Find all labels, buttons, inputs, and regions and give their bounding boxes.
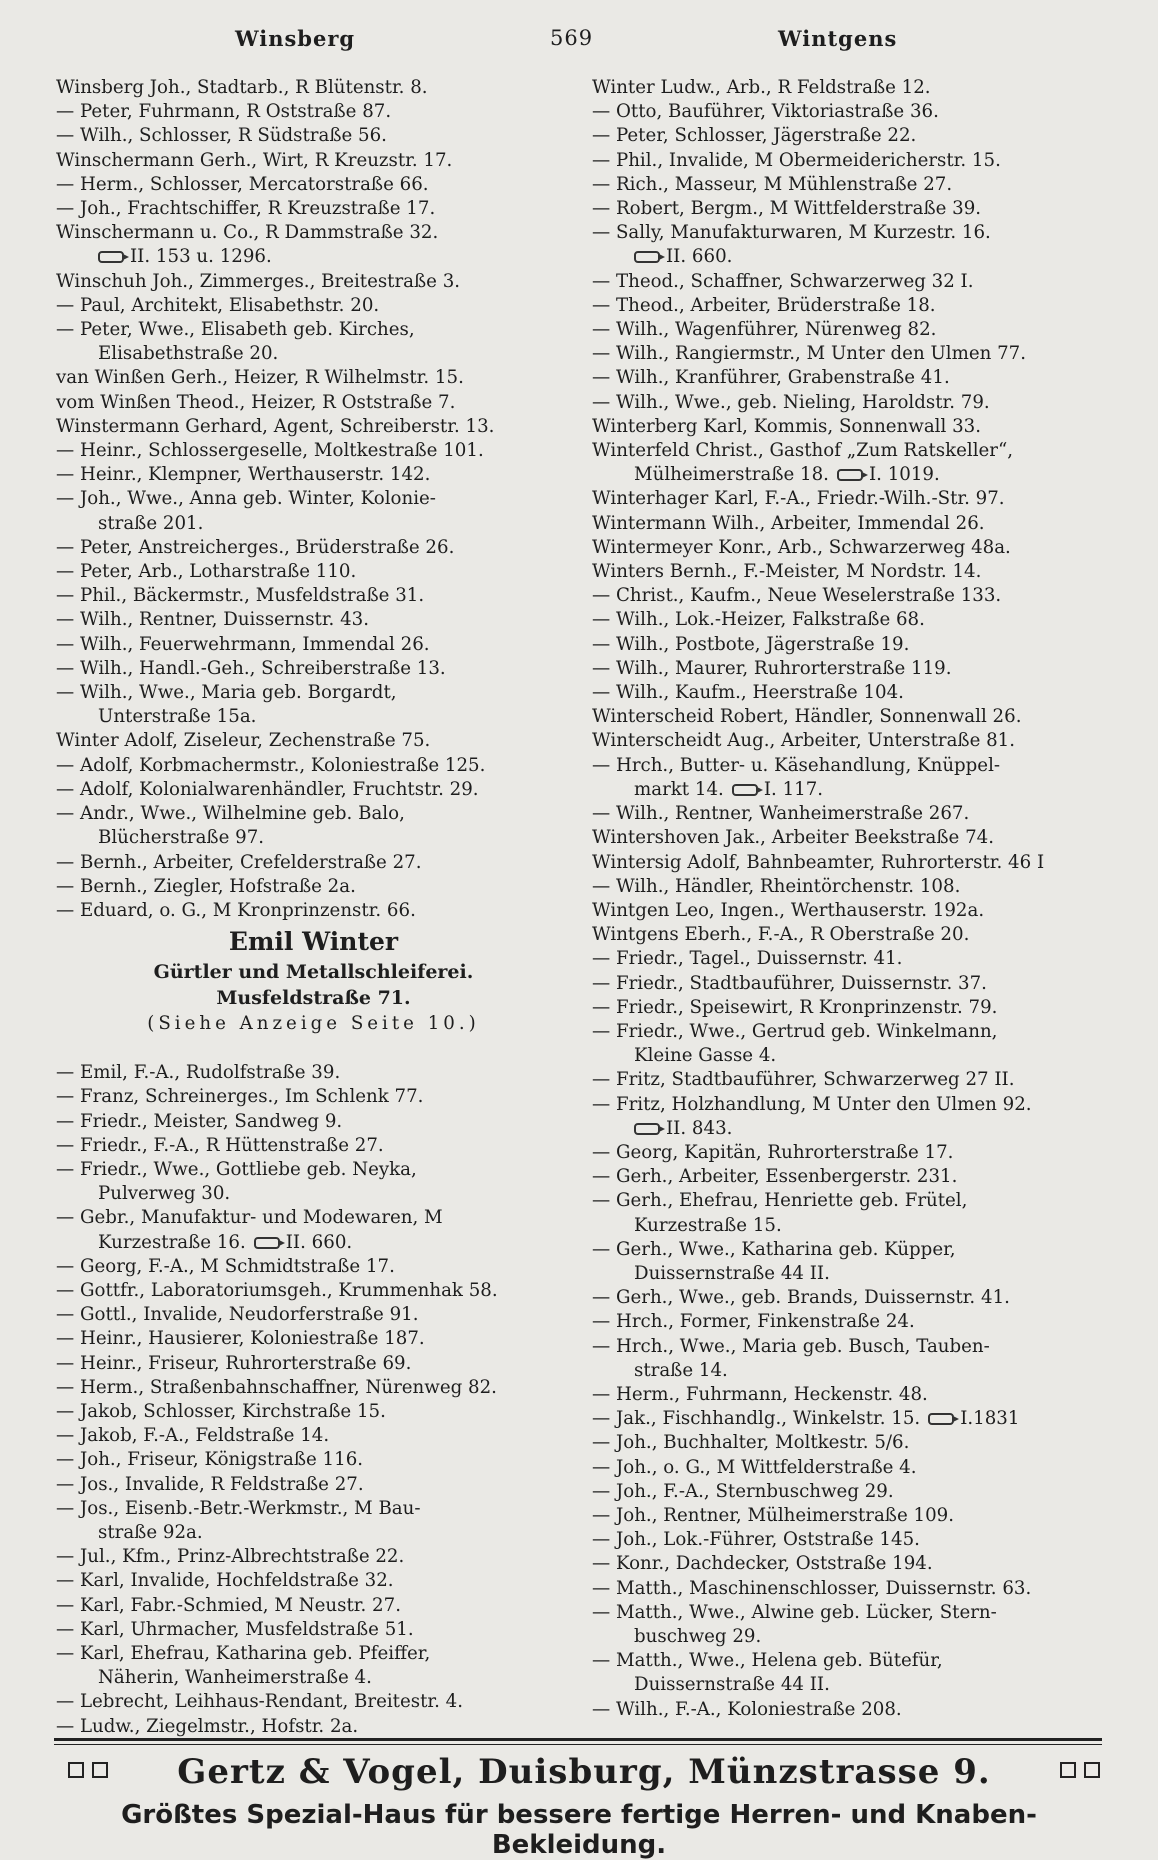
- directory-entry: — Theod., Schaffner, Schwarzerweg 32 I.: [592, 270, 974, 292]
- directory-entry: — Robert, Bergm., M Wittfelderstraße 39.: [592, 198, 982, 220]
- telephone-icon: [634, 1123, 660, 1135]
- directory-entry: — Wilh., Handl.-Geh., Schreiberstraße 13.: [56, 657, 446, 679]
- directory-entry: — Wilh., Rangiermstr., M Unter den Ulmen 77.: [592, 343, 1027, 365]
- directory-entry: — Friedr., Stadtbauführer, Duissernstr. 37.: [592, 972, 987, 994]
- directory-entry: Winterhager Karl, F.-A., Friedr.-Wilh.-Str. 97.: [592, 488, 1005, 510]
- directory-entry: — Heinr., Friseur, Ruhrorterstraße 69.: [56, 1352, 412, 1374]
- directory-entry: Wintersig Adolf, Bahnbeamter, Ruhrorterstr. 46 I: [592, 851, 1045, 873]
- directory-entry: — Georg, F.-A., M Schmidtstraße 17.: [56, 1255, 395, 1277]
- directory-entry: — Wilh., Wwe., geb. Nieling, Haroldstr. 79.: [592, 391, 990, 413]
- directory-entry: — Matth., Wwe., Alwine geb. Lücker, Stern-: [592, 1601, 997, 1623]
- directory-entry: — Fritz, Holzhandlung, M Unter den Ulmen 92.: [592, 1093, 1032, 1115]
- directory-entry: Unterstraße 15a.: [98, 706, 257, 728]
- directory-entry: Pulverweg 30.: [98, 1183, 231, 1205]
- directory-entry: — Peter, Wwe., Elisabeth geb. Kirches,: [56, 319, 415, 341]
- directory-entry: — Friedr., Tagel., Duissernstr. 41.: [592, 948, 903, 970]
- directory-entry: — Joh., F.-A., Sternbuschweg 29.: [592, 1480, 894, 1502]
- directory-entry: — Christ., Kaufm., Neue Weselerstraße 133.: [592, 585, 1002, 607]
- directory-entry: Mülheimerstraße 18. I. 1019.: [634, 464, 940, 486]
- telephone-icon: [634, 251, 660, 263]
- directory-entry: van Winßen Gerh., Heizer, R Wilhelmstr. 15.: [56, 367, 464, 389]
- directory-entry: Winschermann Gerh., Wirt, R Kreuzstr. 17.: [56, 149, 453, 171]
- directory-entry: — Jos., Eisenb.-Betr.-Werkmstr., M Bau-: [56, 1497, 421, 1519]
- directory-entry: — Joh., Buchhalter, Moltkestr. 5/6.: [592, 1432, 910, 1454]
- directory-entry: straße 201.: [98, 512, 204, 534]
- telephone-icon: [254, 1237, 280, 1249]
- directory-entry: — Karl, Ehefrau, Katharina geb. Pfeiffer,: [56, 1642, 431, 1664]
- advert-name: Emil Winter: [228, 927, 399, 957]
- directory-entry: Blücherstraße 97.: [98, 827, 265, 849]
- emil-winter-advert: [56, 925, 571, 1037]
- directory-entry: Wintgens Eberh., F.-A., R Oberstraße 20.: [592, 924, 970, 946]
- advert-line1: Gürtler und Metallschleiferei.: [153, 961, 474, 984]
- directory-entry: markt 14. I. 117.: [634, 778, 824, 800]
- directory-entry: — Wilh., Kaufm., Heerstraße 104.: [592, 682, 904, 704]
- telephone-icon: [837, 469, 863, 481]
- directory-entry: — Friedr., Wwe., Gottliebe geb. Neyka,: [56, 1158, 417, 1180]
- directory-entry: — Wilh., Schlosser, R Südstraße 56.: [56, 125, 387, 147]
- directory-entry: — Wilh., Wagenführer, Nürenweg 82.: [592, 319, 937, 341]
- directory-entry: — Matth., Maschinenschlosser, Duissernstr. 63.: [592, 1577, 1032, 1599]
- footer-company: Gertz & Vogel, Duisburg, Münzstrasse 9.: [177, 1752, 991, 1792]
- directory-entry: — Wilh., F.-A., Koloniestraße 208.: [592, 1698, 902, 1720]
- directory-entry: Winter Ludw., Arb., R Feldstraße 12.: [592, 77, 931, 98]
- directory-entry: — Friedr., Speisewirt, R Kronprinzenstr. 79.: [592, 996, 998, 1018]
- directory-entry: — Hrch., Wwe., Maria geb. Busch, Tauben-: [592, 1335, 990, 1357]
- page-number: 569: [550, 26, 594, 50]
- directory-entry: — Emil, F.-A., Rudolfstraße 39.: [56, 1062, 341, 1084]
- directory-entry: — Phil., Bäckermstr., Musfeldstraße 31.: [56, 585, 425, 607]
- right-column: [592, 76, 1110, 1722]
- directory-entry: — Karl, Invalide, Hochfeldstraße 32.: [56, 1570, 394, 1592]
- directory-entry: — Konr., Dachdecker, Oststraße 194.: [592, 1553, 933, 1575]
- advert-line2: Musfeldstraße 71.: [216, 987, 411, 1010]
- directory-entry: vom Winßen Theod., Heizer, R Oststraße 7.: [56, 391, 456, 413]
- directory-entry: Winters Bernh., F.-Meister, M Nordstr. 14.: [592, 561, 982, 583]
- directory-entry: — Paul, Architekt, Elisabethstr. 20.: [56, 294, 380, 316]
- directory-entry: — Georg, Kapitän, Ruhrorterstraße 17.: [592, 1141, 954, 1163]
- directory-entry: Winter Adolf, Ziseleur, Zechenstraße 75.: [56, 730, 431, 752]
- directory-entry: — Friedr., F.-A., R Hüttenstraße 27.: [56, 1134, 384, 1156]
- directory-entry: — Bernh., Arbeiter, Crefelderstraße 27.: [56, 851, 422, 873]
- directory-entry: — Gebr., Manufaktur- und Modewaren, M: [56, 1207, 443, 1229]
- directory-entry: — Wilh., Feuerwehrmann, Immendal 26.: [56, 633, 430, 655]
- directory-entry: Winterscheid Robert, Händler, Sonnenwall 26.: [592, 706, 1022, 728]
- directory-entry: — Herm., Straßenbahnschaffner, Nürenweg 82.: [56, 1376, 497, 1398]
- directory-entry: Duissernstraße 44 II.: [634, 1262, 830, 1284]
- directory-entry: — Friedr., Wwe., Gertrud geb. Winkelmann,: [592, 1020, 998, 1042]
- footer-rule-thin: [54, 1744, 1102, 1745]
- directory-entry: Winterberg Karl, Kommis, Sonnenwall 33.: [592, 415, 982, 437]
- telephone-icon: [98, 251, 124, 263]
- directory-entry: — Gerh., Ehefrau, Henriette geb. Frütel,: [592, 1190, 968, 1212]
- directory-entry: II. 153 u. 1296.: [56, 245, 571, 269]
- directory-entry: — Lebrecht, Leihhaus-Rendant, Breitestr. 4.: [56, 1691, 464, 1713]
- footer-squares-right: [1056, 1762, 1104, 1782]
- directory-entry: Winschermann u. Co., R Dammstraße 32.: [56, 222, 439, 244]
- footer-squares-left: [64, 1762, 112, 1782]
- directory-entry: Kurzestraße 16. II. 660.: [98, 1231, 353, 1253]
- directory-entry: Winsberg Joh., Stadtarb., R Blütenstr. 8.: [56, 77, 428, 98]
- directory-entry: — Peter, Schlosser, Jägerstraße 22.: [592, 125, 917, 147]
- directory-entry: Winterscheidt Aug., Arbeiter, Unterstraße 81.: [592, 730, 1016, 752]
- directory-entry: — Wilh., Kranführer, Grabenstraße 41.: [592, 367, 950, 389]
- directory-entry: — Jakob, Schlosser, Kirchstraße 15.: [56, 1400, 386, 1422]
- directory-entry: — Eduard, o. G., M Kronprinzenstr. 66.: [56, 899, 416, 921]
- directory-entry: — Matth., Wwe., Helena geb. Bütefür,: [592, 1650, 943, 1672]
- directory-entry: Elisabethstraße 20.: [98, 343, 279, 365]
- directory-entry: — Wilh., Händler, Rheintörchenstr. 108.: [592, 875, 961, 897]
- directory-entry: — Joh., Rentner, Mülheimerstraße 109.: [592, 1504, 954, 1526]
- directory-entry: — Joh., o. G., M Wittfelderstraße 4.: [592, 1456, 917, 1478]
- directory-entry: II. 843.: [592, 1117, 1110, 1141]
- directory-entry: — Jakob, F.-A., Feldstraße 14.: [56, 1425, 330, 1447]
- directory-entry: Näherin, Wanheimerstraße 4.: [98, 1667, 372, 1689]
- directory-entry: Duissernstraße 44 II.: [634, 1674, 830, 1696]
- directory-entry: — Karl, Uhrmacher, Musfeldstraße 51.: [56, 1618, 414, 1640]
- directory-entry: — Gottl., Invalide, Neudorferstraße 91.: [56, 1304, 419, 1326]
- directory-entry: Winterfeld Christ., Gasthof „Zum Ratskeller“,: [592, 440, 1014, 462]
- directory-entry: — Wilh., Maurer, Ruhrorterstraße 119.: [592, 657, 952, 679]
- directory-entry: — Peter, Arb., Lotharstraße 110.: [56, 561, 357, 583]
- directory-entry: — Theod., Arbeiter, Brüderstraße 18.: [592, 294, 936, 316]
- directory-entry: — Bernh., Ziegler, Hofstraße 2a.: [56, 875, 356, 897]
- directory-entry: — Peter, Anstreicherges., Brüderstraße 26.: [56, 536, 455, 558]
- directory-entry: straße 92a.: [98, 1521, 203, 1543]
- directory-entry: — Wilh., Rentner, Duissernstr. 43.: [56, 609, 370, 631]
- directory-entry: — Hrch., Former, Finkenstraße 24.: [592, 1311, 915, 1333]
- directory-entry: — Wilh., Rentner, Wanheimerstraße 267.: [592, 803, 970, 825]
- directory-entry: — Karl, Fabr.-Schmied, M Neustr. 27.: [56, 1594, 401, 1616]
- directory-entry: — Gerh., Wwe., Katharina geb. Küpper,: [592, 1238, 956, 1260]
- directory-entry: — Gerh., Wwe., geb. Brands, Duissernstr. 41.: [592, 1287, 1010, 1309]
- directory-entry: — Friedr., Meister, Sandweg 9.: [56, 1110, 343, 1132]
- directory-entry: — Rich., Masseur, M Mühlenstraße 27.: [592, 173, 953, 195]
- directory-entry: Winschuh Joh., Zimmerges., Breitestraße 3.: [56, 270, 461, 292]
- directory-entry: — Herm., Fuhrmann, Heckenstr. 48.: [592, 1383, 928, 1405]
- directory-entry: — Joh., Lok.-Führer, Oststraße 145.: [592, 1529, 920, 1551]
- directory-entry: — Adolf, Kolonialwarenhändler, Fruchtstr. 29.: [56, 778, 479, 800]
- directory-entry: Kurzestraße 15.: [634, 1214, 782, 1236]
- directory-entry: — Fritz, Stadtbauführer, Schwarzerweg 27 II.: [592, 1069, 1015, 1091]
- directory-entry: — Wilh., Postbote, Jägerstraße 19.: [592, 633, 910, 655]
- directory-entry: — Gottfr., Laboratoriumsgeh., Krummenhak 58.: [56, 1279, 498, 1301]
- directory-entry: — Joh., Friseur, Königstraße 116.: [56, 1449, 364, 1471]
- directory-entry: Wintermann Wilh., Arbeiter, Immendal 26.: [592, 512, 985, 534]
- directory-entry: — Hrch., Butter- u. Käsehandlung, Knüppel-: [592, 754, 1001, 776]
- directory-entry: — Jos., Invalide, R Feldstraße 27.: [56, 1473, 364, 1495]
- footer-rule: [54, 1738, 1102, 1741]
- directory-entry: II. 660.: [592, 245, 1110, 269]
- directory-entry: — Peter, Fuhrmann, R Oststraße 87.: [56, 101, 392, 123]
- directory-entry: — Gerh., Arbeiter, Essenbergerstr. 231.: [592, 1166, 958, 1188]
- directory-entry: — Phil., Invalide, M Obermeidericherstr. 15.: [592, 149, 1001, 171]
- directory-entry: — Sally, Manufakturwaren, M Kurzestr. 16.: [592, 222, 991, 244]
- header-right: Wintgens: [778, 26, 898, 51]
- directory-entry: straße 14.: [634, 1359, 728, 1381]
- directory-entry: — Wilh., Lok.-Heizer, Falkstraße 68.: [592, 609, 925, 631]
- directory-entry: Wintershoven Jak., Arbeiter Beekstraße 74.: [592, 827, 995, 849]
- directory-entry: — Jak., Fischhandlg., Winkelstr. 15. I.1831: [592, 1408, 1020, 1430]
- directory-entry: — Joh., Wwe., Anna geb. Winter, Kolonie-: [56, 488, 436, 510]
- directory-entry: — Otto, Bauführer, Viktoriastraße 36.: [592, 101, 939, 123]
- directory-entry: Kleine Gasse 4.: [634, 1045, 777, 1067]
- directory-entry: — Jul., Kfm., Prinz-Albrechtstraße 22.: [56, 1546, 405, 1568]
- directory-entry: Wintgen Leo, Ingen., Werthauserstr. 192a.: [592, 899, 985, 921]
- directory-entry: — Franz, Schreinerges., Im Schlenk 77.: [56, 1086, 424, 1108]
- directory-entry: — Ludw., Ziegelmstr., Hofstr. 2a.: [56, 1715, 359, 1737]
- directory-entry: buschweg 29.: [634, 1626, 762, 1647]
- directory-entry: — Heinr., Hausierer, Koloniestraße 187.: [56, 1328, 425, 1350]
- directory-entry: — Andr., Wwe., Wilhelmine geb. Balo,: [56, 803, 405, 825]
- left-column: [56, 76, 571, 1739]
- directory-entry: Winstermann Gerhard, Agent, Schreiberstr. 13.: [56, 415, 495, 437]
- directory-entry: — Heinr., Klempner, Werthauserstr. 142.: [56, 464, 431, 486]
- telephone-icon: [928, 1413, 954, 1425]
- directory-entry: — Adolf, Korbmachermstr., Koloniestraße 125.: [56, 754, 486, 776]
- telephone-icon: [732, 784, 758, 796]
- directory-entry: — Wilh., Wwe., Maria geb. Borgardt,: [56, 682, 397, 704]
- directory-entry: Wintermeyer Konr., Arb., Schwarzerweg 48a.: [592, 536, 1011, 558]
- directory-entry: — Heinr., Schlossergeselle, Moltkestraße 101.: [56, 440, 484, 462]
- header-left: Winsberg: [235, 26, 356, 51]
- directory-entry: — Herm., Schlosser, Mercatorstraße 66.: [56, 173, 429, 195]
- footer-tagline: Größtes Spezial-Haus für bessere fertige Herren- und Knaben-Bekleidung.: [121, 1800, 1037, 1860]
- footer-advert: [64, 1752, 1104, 1792]
- directory-entry: — Joh., Frachtschiffer, R Kreuzstraße 17.: [56, 198, 436, 220]
- advert-line3: (Siehe Anzeige Seite 10.): [147, 1013, 480, 1035]
